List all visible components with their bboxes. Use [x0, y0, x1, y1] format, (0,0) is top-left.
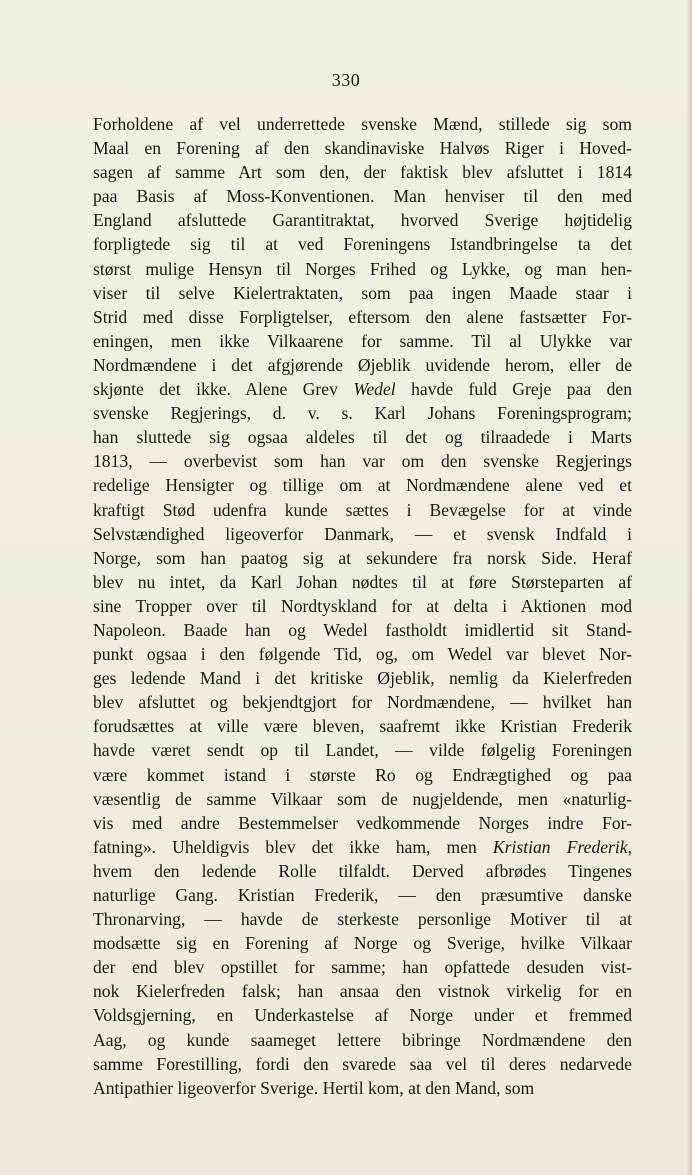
text-line: Aag, og kunde saameget lettere bibringe Nordmændene den — [93, 1029, 632, 1050]
text-line: sagen af samme Art som den, der faktisk blev afsluttet i 1814 — [93, 162, 632, 183]
text-line: Norge, som han paatog sig at sekundere fra norsk Side. Heraf — [93, 547, 632, 568]
text-line: Thronarving, — havde de sterkeste personlige Motiver til at — [93, 909, 632, 930]
text-line: blev afsluttet og bekjendtgjort for Nordmændene, — hvilket han — [93, 692, 632, 713]
text-line: kraftigt Stød udenfra kunde sættes i Bevægelse for at vinde — [93, 499, 632, 520]
text-line: England afsluttede Garantitraktat, hvorved Sverige højtidelig — [93, 210, 632, 231]
text-line: havde været sendt op til Landet, — vilde følgelig Foreningen — [93, 740, 632, 761]
text-line: blev nu intet, da Karl Johan nødtes til at føre Størsteparten af — [93, 571, 632, 592]
text-line: redelige Hensigter og tillige om at Nordmændene alene ved et — [93, 475, 632, 496]
italic-name: Kristian Frederik — [492, 836, 628, 857]
text-line: Selvstændighed ligeoverfor Danmark, — et svensk Indfald i — [93, 523, 632, 544]
text-line: hvem den ledende Rolle tilfaldt. Derved afbrødes Tingenes — [93, 860, 632, 881]
text-line: Antipathier ligeoverfor Sverige. Hertil kom, at den Mand, som — [93, 1077, 535, 1098]
text-line: paa Basis af Moss-Konventionen. Man henviser til den med — [93, 186, 632, 207]
page-edge-shadow — [686, 0, 692, 1175]
text-line: der end blev opstillet for samme; han opfattede desuden vist- — [93, 957, 632, 978]
text-line: være kommet istand i største Ro og Endrægtighed og paa — [93, 764, 632, 785]
text-line: 1813, — overbevist som han var om den svenske Regjerings — [93, 451, 632, 472]
page-number: 330 — [331, 70, 361, 90]
text-line: Maal en Forening af den skandinaviske Halvøs Riger i Hoved- — [93, 138, 632, 159]
text-line: Forholdene af vel underrettede svenske Mænd, stillede sig som — [93, 114, 632, 134]
text-line: han sluttede sig ogsaa aldeles til det og tilraadede i Marts — [93, 427, 632, 448]
text-line: naturlige Gang. Kristian Frederik, — den præsumtive danske — [93, 885, 632, 905]
text-line: forudsættes at ville være bleven, saafremt ikke Kristian Frederik — [93, 716, 632, 737]
text-line: væsentlig de samme Vilkaar som de nugjeldende, men «naturlig- — [93, 788, 632, 809]
text-line: viser til selve Kielertraktaten, som paa ingen Maade staar i — [93, 282, 632, 303]
text-line: punkt ogsaa i den følgende Tid, og, om Wedel var blevet Nor- — [93, 644, 632, 665]
text-line: vis med andre Bestemmelser vedkommende Norges indre For- — [93, 812, 632, 833]
text-line: modsætte sig en Forening af Norge og Sverige, hvilke Vilkaar — [93, 933, 632, 954]
text-line: forpligtede sig til at ved Foreningens Istandbringelse ta det — [93, 234, 632, 255]
text-line: fatning». Uheldigvis blev det ikke ham, men Kristian Frederik, — [93, 836, 633, 857]
text-line: samme Forestilling, fordi den svarede saa vel til deres nedarvede — [93, 1053, 632, 1074]
text-line: Nordmændene i det afgjørende Øjeblik uvidende herom, eller de — [93, 354, 632, 375]
text-line: størst mulige Hensyn til Norges Frihed og Lykke, og man hen- — [93, 258, 632, 279]
text-line: svenske Regjerings, d. v. s. Karl Johans Foreningsprogram; — [93, 403, 632, 424]
text-line: Napoleon. Baade han og Wedel fastholdt imidlertid sit Stand- — [93, 619, 632, 640]
text-line: sine Tropper over til Nordtyskland for at delta i Aktionen mod — [93, 595, 632, 616]
italic-name: Wedel — [353, 379, 396, 400]
text-line: Strid med disse Forpligtelser, eftersom den alene fastsætter For- — [93, 306, 632, 327]
text-line: eningen, men ikke Vilkaarene for samme. Til al Ulykke var — [93, 330, 632, 351]
text-line: nok Kielerfreden falsk; han ansaa den vistnok virkelig for en — [93, 981, 632, 1002]
body-text — [93, 112, 632, 1100]
text-line: Voldsgjerning, en Underkastelse af Norge under et fremmed — [93, 1005, 632, 1026]
text-line: skjønte det ikke. Alene Grev Wedel havde fuld Greje paa den — [93, 379, 632, 400]
text-line: ges ledende Mand i det kritiske Øjeblik, nemlig da Kielerfreden — [93, 668, 632, 689]
